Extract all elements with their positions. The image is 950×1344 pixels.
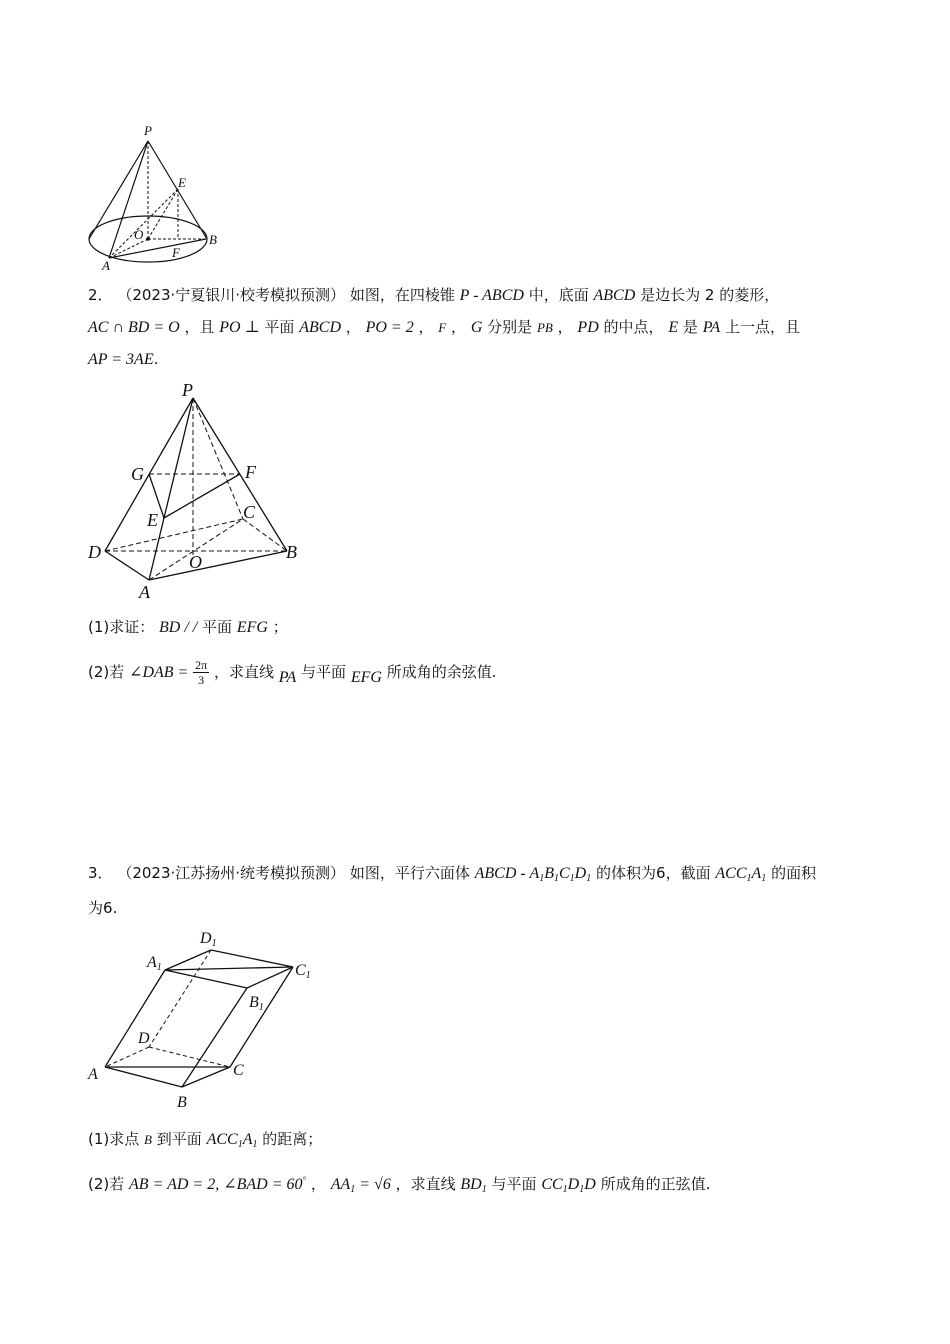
problem3-line1: 3． （2023·江苏扬州·统考模拟预测） 如图，平行六面体 ABCD - $A_1B_1C_1D_1$ 的体积为6，截面 $ACC_1A_1$ 的面积	[88, 864, 817, 884]
label-P: P	[182, 380, 193, 400]
problem3-question2: (2)若 AB = AD = 2, ∠BAD = 60° ， $AA_1 = √6$ ，求直线 $BD_1$ 与平面 $CC_1D_1D$ 所成角的正弦值.	[88, 1175, 711, 1195]
label-E: E	[178, 175, 186, 190]
label-B: B	[177, 1094, 187, 1111]
problem-source: （2023·宁夏银川·校考模拟预测）	[117, 286, 346, 304]
label-D: D	[88, 542, 101, 562]
label-D: D	[138, 1030, 150, 1047]
label-A1: A1	[147, 954, 162, 973]
label-C1: C1	[295, 962, 311, 981]
label-F: F	[245, 462, 256, 482]
label-C: C	[233, 1062, 244, 1079]
label-A: A	[139, 582, 150, 602]
problem-number: 3．	[88, 864, 113, 882]
label-O: O	[189, 552, 202, 572]
label-A: A	[88, 1066, 98, 1083]
problem2-line3: AP = 3AE.	[88, 350, 159, 368]
pyramid-figure	[85, 378, 310, 603]
problem2-line2: AC ∩ BD = O ，且 PO ⊥ 平面 ABCD ， PO = 2 ， F ， G 分别是 PB ， PD 的中点， E 是 PA 上一点，且	[88, 318, 800, 336]
problem-source: （2023·江苏扬州·统考模拟预测）	[117, 864, 346, 882]
label-G: G	[131, 464, 144, 484]
problem3-line2: 为6.	[88, 899, 118, 917]
label-B1: B1	[249, 994, 264, 1013]
problem-number: 2．	[88, 286, 113, 304]
cone-figure	[82, 120, 232, 270]
label-A: A	[102, 258, 110, 270]
problem2-line1: 2． （2023·宁夏银川·校考模拟预测） 如图，在四棱锥 P - ABCD 中，底面 ABCD 是边长为 2 的菱形，	[88, 286, 780, 304]
problem2-question1: (1)求证： BD / / 平面 EFG ；	[88, 618, 288, 636]
label-B: B	[286, 542, 297, 562]
label-C: C	[243, 502, 256, 522]
label-F: F	[172, 245, 180, 260]
problem3-question1: (1)求点 B 到平面 $ACC_1A_1$ 的距离；	[88, 1130, 323, 1150]
label-O: O	[134, 227, 144, 242]
parallelepiped-figure	[85, 925, 325, 1115]
fraction-2pi-over-3: $\frac{2\pi}{3}$	[195, 658, 208, 687]
problem2-question2: (2)若 ∠DAB = $\frac{2\pi}{3}$ ，求直线 PA 与平面 EFG 所成角的余弦值.	[88, 658, 497, 687]
label-E: E	[147, 510, 158, 530]
label-B: B	[209, 232, 217, 247]
label-P: P	[144, 123, 152, 138]
label-D1: D1	[200, 930, 217, 949]
